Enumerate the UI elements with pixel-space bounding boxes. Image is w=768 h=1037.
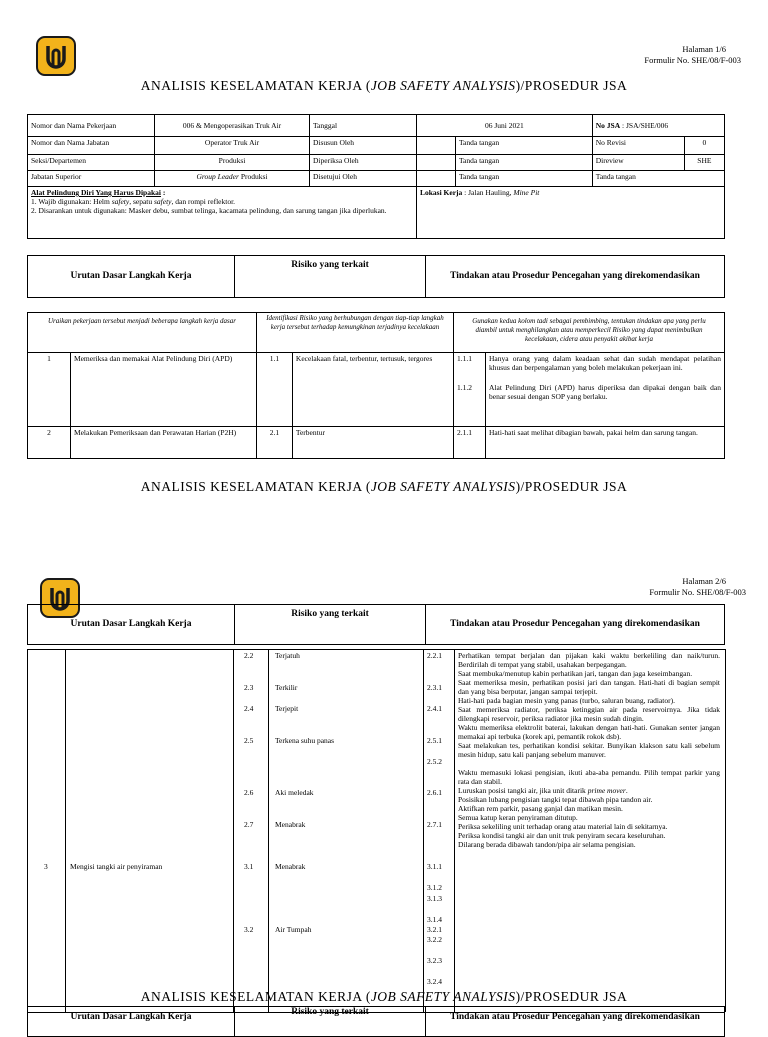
risk-number: 2.6 [244, 788, 254, 797]
cell: Group Leader Produksi [155, 171, 310, 187]
cell: SHE [684, 155, 724, 171]
step-number: 2 [28, 427, 71, 459]
cell: Jabatan Superior [28, 171, 155, 187]
risk-text: Terjepit [275, 704, 299, 713]
cell: Disusun Oleh [310, 137, 417, 155]
action-text: Periksa sekeliling unit terhadap orang atau material lain di sekitarnya. [458, 822, 668, 831]
action-text: Perhatikan tempat berjalan dan pijakan kaki waktu berkeliling dan naik/turun. Berdirilah di tempat yang stabil, usahakan berpegangan. [458, 651, 720, 669]
risk-text: Terjatuh [275, 651, 300, 660]
cell [417, 171, 456, 187]
action-text: Saat memeriksa radiator, periksa ketinggian air pada reservoirnya. Jika tidak dilengkapi reservoir, periksa radiator jika mesin sudah dingin. [458, 705, 720, 723]
cell: Tanggal [310, 115, 417, 137]
risk-text: Terkilir [275, 683, 298, 692]
header-langkah: Urutan Dasar Langkah Kerja [28, 256, 235, 298]
header-langkah: Urutan Dasar Langkah Kerja [28, 1007, 235, 1037]
header-tindakan: Tindakan atau Prosedur Pencegahan yang direkomendasikan [426, 256, 725, 298]
header-risiko: Risiko yang terkait [235, 1007, 426, 1037]
action-number: 2.5.1 [427, 736, 442, 745]
header-risiko: Risiko yang terkait [235, 256, 426, 298]
cell: Produksi [155, 155, 310, 171]
halaman-label: Halaman 2/6 [682, 576, 726, 586]
page-number [644, 44, 741, 66]
job-info-table [27, 114, 725, 239]
action-number: 3.1.4 [427, 915, 442, 924]
action-numbers: 1.1.1 1.1.2 [454, 353, 486, 427]
risk-number: 1.1 [257, 353, 293, 427]
header-risiko: Risiko yang terkait [235, 605, 426, 645]
cell: No Revisi [592, 137, 684, 155]
page-title: ANALISIS KESELAMATAN KERJA (JOB SAFETY ANALYSIS)/PROSEDUR JSA [140, 78, 628, 93]
logo-icon [42, 42, 70, 70]
guide-tindakan: Gunakan kedua kolom tadi sebagai pembimbing, tentukan tindakan apa yang perlu diambil untuk menghilangkan atau memperkecil Risiko yang dapat menimbulkan kecelakaan, cidera atau penyakit akibat kerja [454, 313, 725, 353]
column-header-table [27, 1006, 725, 1037]
risk-text: Menabrak [275, 820, 306, 829]
risk-number: 2.7 [244, 820, 254, 829]
table-row [28, 353, 725, 427]
action-number: 3.2.2 [427, 935, 442, 944]
cell: Tanda tangan [456, 171, 593, 187]
action-text: Aktifkan rem parkir, pasang ganjal dan matikan mesin. [458, 804, 623, 813]
action-text: Semua katup keran penyiraman ditutup. [458, 813, 578, 822]
cell: No JSA : JSA/SHE/006 [592, 115, 724, 137]
action-numbers: 2.1.1 [454, 427, 486, 459]
action-number: 2.7.1 [427, 820, 442, 829]
action-number: 3.2.4 [427, 977, 442, 986]
jsa-table-page1 [27, 312, 725, 459]
action-number: 2.5.2 [427, 757, 442, 766]
action-text: Periksa kondisi tangki air dan unit truk penyiram secara keseluruhan. [458, 831, 666, 840]
header-langkah: Urutan Dasar Langkah Kerja [28, 605, 235, 645]
cell: Nomor dan Nama Pekerjaan [28, 115, 155, 137]
formulir-label: Formulir No. SHE/08/F-003 [644, 55, 741, 65]
action-text: Waktu memeriksa elektrolit baterai, lakukan dengan hati-hati. Gunakan senter jangan memakai api terbuka (korek api, pemantik rokok dsb). [458, 723, 720, 741]
column-header-table [27, 604, 725, 645]
cell: Disetujui Oleh [310, 171, 417, 187]
header-tindakan: Tindakan atau Prosedur Pencegahan yang direkomendasikan [426, 1007, 725, 1037]
guide-langkah: Uraikan pekerjaan tersebut menjadi beberapa langkah kerja dasar [28, 313, 257, 353]
cell: Operator Truk Air [155, 137, 310, 155]
action-number: 2.4.1 [427, 704, 442, 713]
risk-number: 2.3 [244, 683, 254, 692]
cell: 06 Juni 2021 [417, 115, 593, 137]
action-text: Hati-hati saat melihat dibagian bawah, pakai helm dan sarung tangan. [486, 427, 725, 459]
section-title: ANALISIS KESELAMATAN KERJA (JOB SAFETY ANALYSIS)/PROSEDUR JSA [140, 479, 628, 494]
risk-text: Kecelakaan fatal, terbentur, tertusuk, tergores [292, 353, 453, 427]
action-number: 3.1.1 [427, 862, 442, 871]
risk-number: 3.1 [244, 862, 254, 871]
apd-cell: Alat Pelindung Diri Yang Harus Dipakai : 1. Wajib digunakan: Helm safety, sepatu safety, dan rompi reflektor. 2. Disarankan untuk digunakan: Masker debu, sumbat telinga, kacamata pelindung, dan sarung tangan jika diperlukan. [28, 187, 417, 239]
action-text: Saat memeriksa mesin, perhatikan posisi jari dan tangan. Hati-hati di bagian sempit dan yang bisa berputar, jangan sampai terjepit. [458, 678, 720, 696]
guide-risiko: Identifikasi Risiko yang berhubungan dengan tiap-tiap langkah kerja tersebut terhadap kemungkinan terjadinya kecelakaan [257, 313, 454, 353]
cell [417, 155, 456, 171]
column-header-table [27, 255, 725, 298]
risk-text: Menabrak [275, 862, 306, 871]
action-text: Hati-hati pada bagian mesin yang panas (turbo, saluran buang, radiator). [458, 696, 676, 705]
risk-text: Air Tumpah [275, 925, 312, 934]
step-text: Memeriksa dan memakai Alat Pelindung Diri (APD) [70, 353, 256, 427]
risk-number: 2.4 [244, 704, 254, 713]
cell: Tanda tangan [456, 137, 593, 155]
risk-text: Aki meledak [275, 788, 314, 797]
action-text: Saat melakukan tes, perhatikan kondisi sekitar. Bunyikan klakson satu kali sebelum mesin hidup, satu kali panjang sebelum manuver. [458, 741, 720, 759]
risk-number: 2.1 [257, 427, 293, 459]
risk-number: 2.2 [244, 651, 254, 660]
cell: Diperiksa Oleh [310, 155, 417, 171]
cell: Seksi/Departemen [28, 155, 155, 171]
lokasi-cell: Lokasi Kerja : Jalan Hauling, Mine Pit [417, 187, 725, 239]
table-row [28, 427, 725, 459]
step-number: 1 [28, 353, 71, 427]
action-text: Posisikan lubang pengisian tangki tepat dibawah pipa tandon air. [458, 795, 653, 804]
formulir-label: Formulir No. SHE/08/F-003 [649, 587, 746, 597]
risk-number: 2.5 [244, 736, 254, 745]
cell: Tanda tangan [592, 171, 724, 187]
cell: Tanda tangan [456, 155, 593, 171]
action-text: Waktu memasuki lokasi pengisian, ikuti aba-aba pemandu. Pilih tempat parkir yang rata dan stabil. [458, 768, 720, 786]
action-text: Hanya orang yang dalam keadaan sehat dan sudah mendapat pelatihan khusus dan berpengalaman yang boleh melakukan pekerjaan ini. Alat Pelindung Diri (APD) harus diperiksa dan dipakai dengan baik dan benar sesuai dengan SOP yang berlaku. [486, 353, 725, 427]
step-text: Melakukan Pemeriksaan dan Perawatan Harian (P2H) [70, 427, 256, 459]
step-number: 3 [44, 862, 48, 871]
action-text: Dilarang berada dibawah tandon/pipa air selama pengisian. [458, 840, 636, 849]
cell: Direview [592, 155, 684, 171]
risk-text: Terkena suhu panas [275, 736, 335, 745]
page-number [649, 576, 746, 598]
action-number: 3.1.2 [427, 883, 442, 892]
company-logo [36, 36, 76, 76]
action-number: 2.6.1 [427, 788, 442, 797]
action-number: 3.2.1 [427, 925, 442, 934]
risk-text: Terbentur [292, 427, 453, 459]
header-tindakan: Tindakan atau Prosedur Pencegahan yang direkomendasikan [426, 605, 725, 645]
action-number: 3.1.3 [427, 894, 442, 903]
cell: Nomor dan Nama Jabatan [28, 137, 155, 155]
cell: 006 & Mengoperasikan Truk Air [155, 115, 310, 137]
cell [417, 137, 456, 155]
action-text: Saat membuka/menutup kabin perhatikan jari, tangan dan jaga keseimbangan. [458, 669, 693, 678]
action-number: 3.2.3 [427, 956, 442, 965]
action-number: 2.3.1 [427, 683, 442, 692]
risk-number: 3.2 [244, 925, 254, 934]
action-list [458, 651, 720, 849]
cell: 0 [684, 137, 724, 155]
halaman-label: Halaman 1/6 [682, 44, 726, 54]
section-title: ANALISIS KESELAMATAN KERJA (JOB SAFETY ANALYSIS)/PROSEDUR JSA [140, 989, 628, 1004]
action-number: 2.2.1 [427, 651, 442, 660]
action-text: Luruskan posisi tangki air, jika unit ditarik prime mover. [458, 786, 628, 795]
step-text: Mengisi tangki air penyiraman [70, 862, 163, 871]
